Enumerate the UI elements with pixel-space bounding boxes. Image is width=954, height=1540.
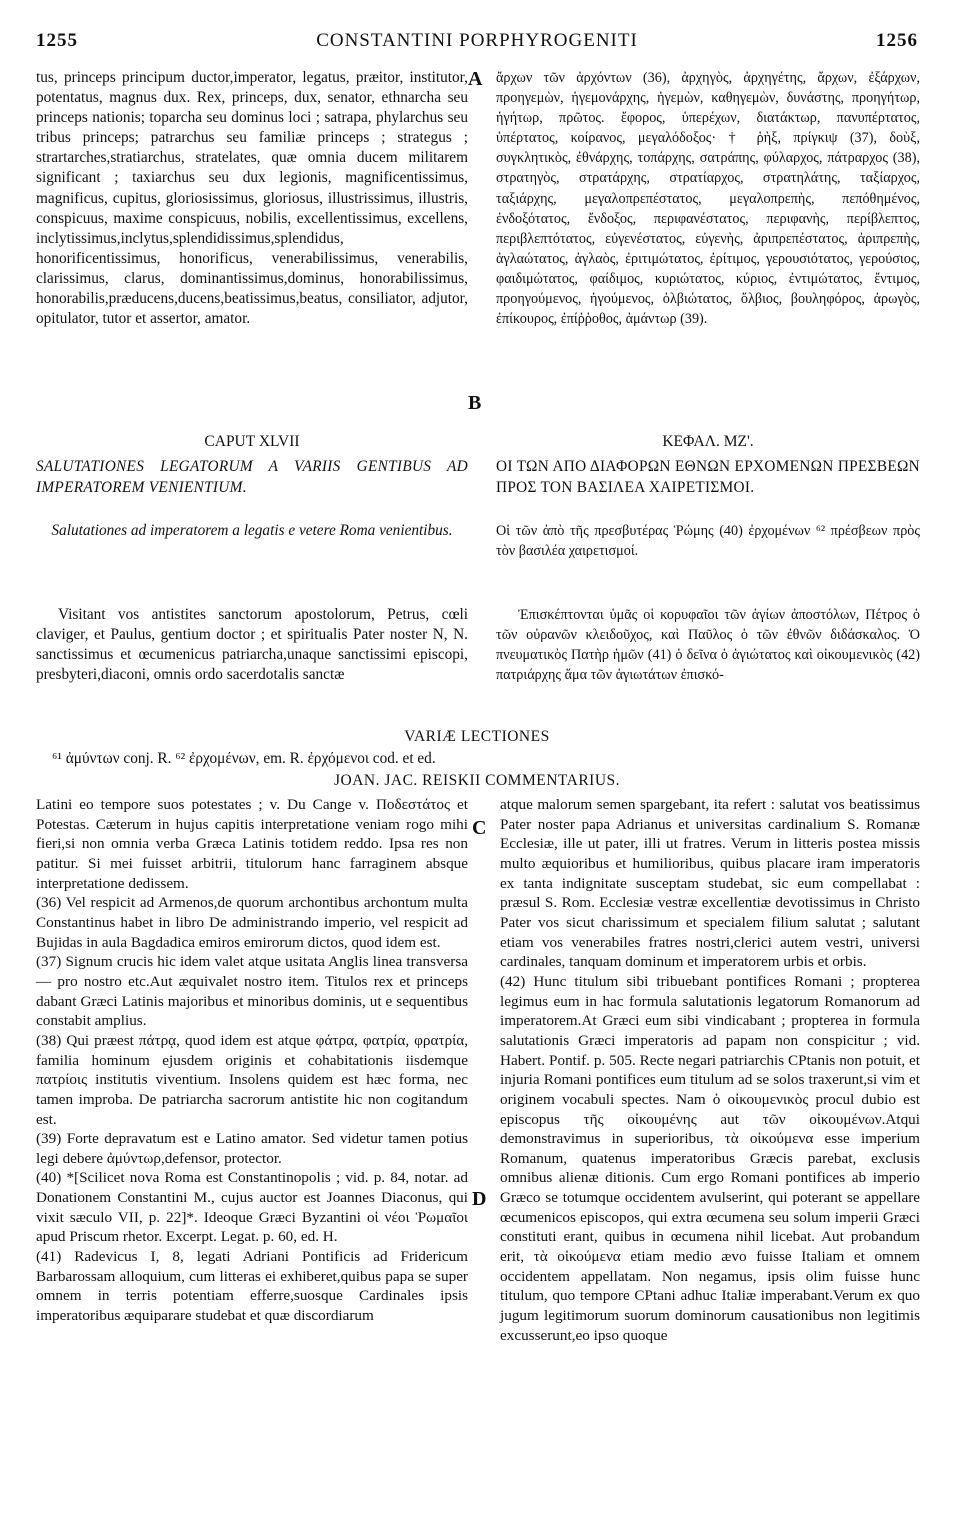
commentary-paragraph: (36) Vel respicit ad Armenos,de quorum archontibus archontum multa Constantinus habet in libro De administrando imperio, vel respicit ad Bujidas in aula Bagdadica emiros emirorum dictos, quod idem est.	[36, 894, 468, 951]
commentary-paragraph: (38) Qui præest πάτρᾳ, quod idem est atque φάτρα, φατρία, φρατρία, familia hominum ejusdem originis et cohabitationis iisdemque πατρίοις institutis viventium. Insolens quidem est hæc forma, nec tamen improba. De patriarcha sacrorum antistite hic non cogitandum est.	[36, 1031, 468, 1128]
page-number-right: 1256	[876, 30, 918, 51]
margin-marker-c: C	[472, 817, 487, 839]
latin-text-top	[36, 68, 468, 329]
commentary-paragraph: atque malorum semen spargebant, ita refert : salutat vos beatissimus Pater noster papa Adrianus et universitas cardinalium S. Romanæ Ecclesiæ, ille ut pater, illi ut fratres. Verum in litteris postea missis multo æquioribus et humilioribus, quibus placare iram imperatoris ex tanta indignitate susceptam studebat, sic eum compellabat : præsul S. Rom. Ecclesiæ vestræ excellentiæ devotissimus in Christo Pater vos sicut charissimum et specialem filium salutat ; salutant etiam vos venerabiles fratres nostri,clerici autem vestri, universi cardinales, tanquam dominum et imperatorem urbis et orbis.	[500, 796, 920, 971]
commentary-paragraph: Latini eo tempore suos potestates ; v. Du Cange v. Ποδεστάτος et Potestas. Cæterum in hujus capitis interpretatione veniam rogo mihi fieri,si non omnia verba Græca Latinis totidem reddo. Ipsa res non patitur. Si mei fuisset arbitrii, titulorum hanc farraginem absque interpretatione dedissem.	[36, 796, 468, 892]
commentary-paragraph: (41) Radevicus I, 8, legati Adriani Pontificis ad Fridericum Barbarossam alloquium, cum litteras ei exhiberet,quibus papa se super omnem in terris potentiam efferre,suosque Cardinales ipsis imperatoribus æquiparare studebat et quæ discordiarum	[36, 1248, 468, 1325]
variae-lectiones-line: ⁶¹ ἀμύντων conj. R. ⁶² ἐρχομένων, em. R. ἐρχόμενοι cod. et ed.	[52, 750, 436, 767]
margin-marker-a: A	[468, 68, 483, 90]
greek-body	[496, 605, 920, 685]
margin-marker-b: B	[468, 392, 482, 414]
commentary-paragraph: (37) Signum crucis hic idem valet atque usitata Anglis linea transversa — pro nostro etc.Aut æquivalet nostro item. Titulos rex et princeps dabant Græci Latinis majoribus et minoribus dominis, ut e sequentibus constabit amplius.	[36, 953, 468, 1030]
greek-subtitle: Οἱ τῶν ἀπὸ τῆς πρεσβυτέρας Ῥώμης (40) ἐρχομένων ⁶² πρέσβεων πρὸς τὸν βασιλέα χαιρετισμοί.	[496, 523, 920, 560]
latin-body-paragraph: Visitant vos antistites sanctorum apostolorum, Petrus, cœli claviger, et Paulus, gentium doctor ; et spiritualis Pater noster N, N. sanctissimus et œcumenicus patriarcha,unaque sanctissimi episcopi, presbyteri,diaconi, omnis ordo sacerdotalis sanctæ	[36, 606, 468, 684]
variae-lectiones-heading: VARIÆ LECTIONES	[404, 728, 550, 745]
greek-text-top	[496, 68, 920, 329]
running-title: CONSTANTINI PORPHYROGENITI	[316, 30, 638, 51]
commentary-paragraph: (39) Forte depravatum est e Latino amator. Sed videtur tamen potius legi debere ἀμύντωρ,defensor, protector.	[36, 1130, 468, 1167]
page-number-left: 1255	[36, 30, 78, 51]
latin-titles-paragraph: tus, princeps principum ductor,imperator, legatus, præitor, institutor, potentatus, magnus dux. Rex, princeps, dux, senator, ethnarcha seu princeps nationis; toparcha seu dominus loci ; satrapa, phylarchus seu tribus princeps; patrarchus seu familiæ princeps ; strategus ; strartarches,stratiarchus, stratelates, quæ omnia ducem militarem significant ; taxiarchus seu dux legionis, magnificentissimus, magnificus, cupitus, gloriosissimus, gloriosus, illustrissimus, illustris, conspicuus, maxime conspicuus, nobilis, excellentissimus, excellens, inclytissimus,inclytus,splendidissimus,splendidus, honorificentissimus, honorificus, venerabilissimus, venerabilis, clarissimus, clarus, dominantissimus,dominus, honorabilissimus, honorabilis,præducens,ducens,beatissimus,beatus, consiliator, adjutor, opitulator, tutor et assertor, amator.	[36, 69, 468, 328]
caput-heading: CAPUT XLVII	[204, 433, 300, 450]
commentary-paragraph: (42) Hunc titulum sibi tribuebant pontifices Romani ; propterea legimus eum in hac formula salutationis legatorum Romanorum ad imperatorem.At Græci eum sibi vindicabant ; propterea in formula salutationis Græci imperatoris ad papam non conspicitur ; vid. Habert. Pontif. p. 505. Recte negari patriarchis CPtanis non potuit, et injuria Romani pontifices eum titulum ad se solos traxerunt,si vim et originem vocabuli spectes. Nam ὁ οἰκουμενικὸς procul dubio est episcopus τῆς οἰκουμένης aut τῶν οἰκουμένων.Atqui demonstravimus in superioribus, τὰ οἰκούμενα esse imperium Romanum, quatenus imperatoribus Græcis parebat, exclusis omnibus alienæ ditionis. Cum ergo Romani pontifices ab imperio Græco se totumque occidentem avulserint, qui poterant se appellare œcumenicos episcopos, qui extra œcumena seu solum imperii Græci constituti erant, quibus in œcumena nihil licebat. Aut probandum erit, τὰ οἰκούμενα etiam medio ævo fuisse Italiam et omnem occidentem appellatam. Non negamus, ipsis olim fuisse hunc titulum, quo tempore CPtani adhuc Italiæ imperabant.Verum ex quo jugum legitimorum suorum dominorum causationibus non legitimis excusserunt,eo ipso quoque	[500, 972, 920, 1344]
commentary-left-column	[36, 795, 468, 1326]
greek-body-paragraph: Ἐπισκέπτονται ὑμᾶς οἱ κορυφαῖοι τῶν ἁγίων ἀποστόλων, Πέτρος ὁ τῶν οὐρανῶν κλειδοῦχος, καὶ Παῦλος ὁ τῶν ἐθνῶν διδάσκαλος. Ὁ πνευματικὸς Πατὴρ ἡμῶν (41) ὁ δεῖνα ὁ ἁγιώτατος καὶ οἰκουμενικὸς (42) πατριάρχης ἅμα τῶν ἁγιωτάτων ἐπισκό-	[496, 607, 920, 684]
greek-chapter-title: ΟΙ ΤΩΝ ΑΠΟ ΔΙΑΦΟΡΩΝ ΕΘΝΩΝ ΕΡΧΟΜΕΝΩΝ ΠΡΕΣΒΕΩΝ ΠΡΟΣ ΤΟΝ ΒΑΣΙΛΕΑ ΧΑΙΡΕΤΙΣΜΟΙ.	[496, 458, 920, 496]
greek-titles-paragraph: ἄρχων τῶν ἀρχόντων (36), ἀρχηγὸς, ἀρχηγέτης, ἄρχων, ἐξάρχων, προηγεμὼν, ἡγεμονάρχης, ἡγεμὼν, καθηγεμὼν, δυνάστης, προηγήτωρ, ἡγήτωρ, πρῶτος. ἔφορος, ὑπερέχων, διατάκτωρ, πανυπέρτατος, ὑπέρτατος, κοίρανος, μεγαλόδοξος· † ῥὴξ, πρίγκιψ (37), δοὺξ, συγκλητικὸς, ἐθνάρχης, τοπάρχης, σατράπης, φύλαρχος, πάτραρχος (38), στρατηγὸς, στρατάρχης, στρατίαρχος, στρατηλάτης, ταξίαρχος, ταξιάρχης, μεγαλοπρεπέστατος, μεγαλοπρεπὴς, πεπόθημένος, ἐνδοξότατος, ἔνδοξος, περιφανέστατος, περιφανὴς, περίβλεπτος, περιβλεπτότατος, εὐγενέστατος, εὐγενὴς, ἀριπρεπέστατος, ἀριπρεπὴς, ἀγλαώτατος, ἀγλαὸς, ἐριτιμώτατος, ἐρίτιμος, γερουσιότατος, γερούσιος, φαιδιμώτατος, φαίδιμος, κυριώτατος, κύριος, ἐντιμώτατος, ἔντιμος, προηγούμενος, ἡγούμενος, ὀλβιώτατος, ὄλβιος, βουληφόρος, ἀρωγὸς, ἐπίκουρος, ἐπίῤῥοθος, ἀμάντωρ (39).	[496, 70, 920, 328]
commentary-paragraph: (40) *[Scilicet nova Roma est Constantinopolis ; vid. p. 84, notar. ad Donationem Constantini M., cujus auctor est Joannes Diaconus, qui vixit sæculo VII, p. 22]*. Ideoque Græci Byzantini οἱ νέοι Ῥωμαῖοι apud Priscum rhetor. Excerpt. Legat. p. 60, ed. H.	[36, 1169, 468, 1246]
latin-chapter-title: SALUTATIONES LEGATORUM A VARIIS GENTIBUS AD IMPERATOREM VENIENTIUM.	[36, 458, 468, 496]
commentary-right-column	[500, 795, 920, 1345]
kephalaion-heading: ΚΕΦΑΛ. ΜΖ'.	[662, 433, 754, 450]
latin-subtitle: Salutationes ad imperatorem a legatis e vetere Roma venientibus.	[51, 522, 453, 539]
commentary-heading: JOAN. JAC. REISKII COMMENTARIUS.	[333, 772, 621, 789]
margin-marker-d: D	[472, 1188, 487, 1210]
latin-body	[36, 605, 468, 685]
running-header	[36, 30, 918, 56]
